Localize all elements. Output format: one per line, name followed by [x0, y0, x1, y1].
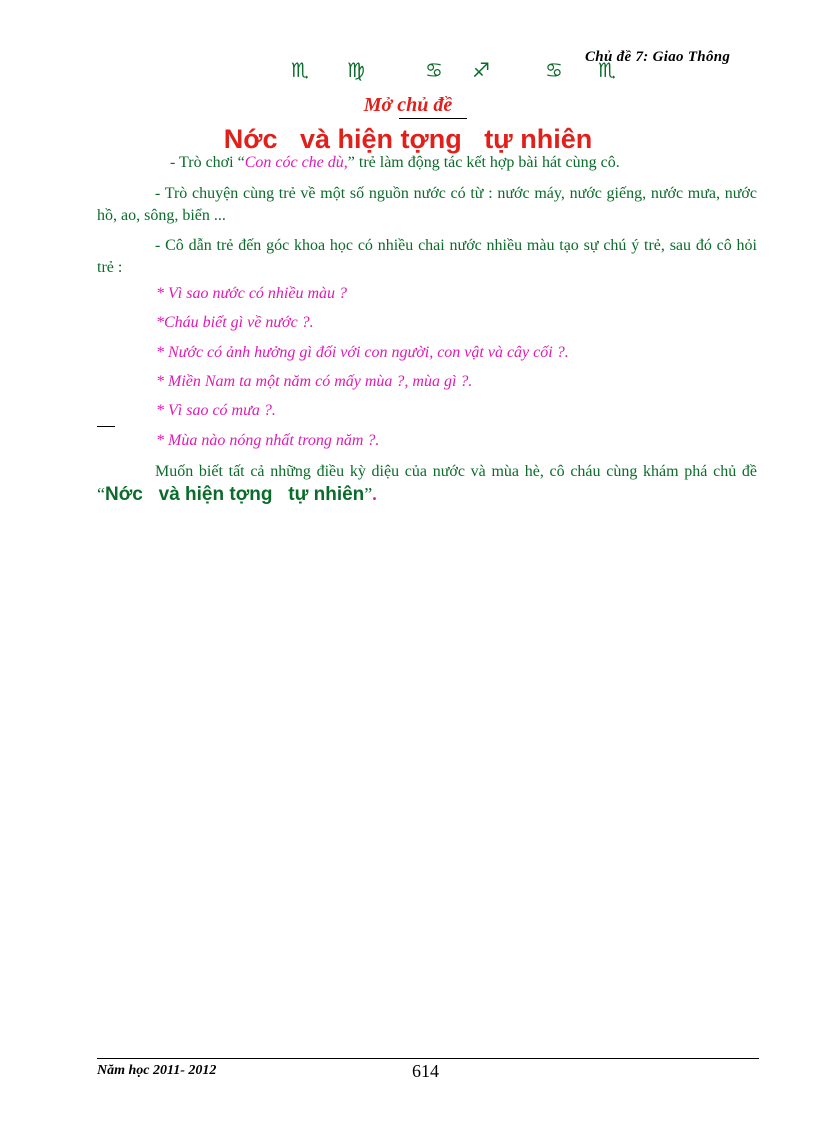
open-quote: “ — [97, 484, 105, 504]
page-number: 614 — [412, 1061, 439, 1081]
page-title: Nớc và hiện tợng tự nhiên — [223, 124, 593, 154]
question-item: * Miền Nam ta một năm có mấy mùa ?, mùa gì ?. — [156, 373, 473, 390]
zodiac-symbol-row — [0, 58, 816, 88]
footer-rule — [97, 1058, 759, 1059]
question-item: * Mùa nào nóng nhất trong năm ?. — [156, 432, 380, 449]
song-title: Con cóc che dù, — [244, 154, 348, 171]
question-item: * Nước có ảnh hưởng gì đối với con người, con vật và cây cối ?. — [156, 344, 569, 361]
margin-dash — [97, 426, 115, 427]
section-title: Mở chủ đề — [363, 94, 453, 116]
conclusion-text: Muốn biết tất cả những điều kỳ diệu của nước và mùa hè, cô cháu cùng khám phá chủ đề — [155, 463, 757, 480]
conclusion-period: . — [372, 484, 377, 504]
paragraph-game-prefix: - Trò chơi “ — [170, 154, 245, 171]
section-title-underline — [399, 118, 467, 119]
question-item: * Vì sao nước có nhiều màu ? — [156, 285, 348, 302]
paragraph-game — [170, 152, 770, 174]
conclusion-topic-title: Nớc và hiện tợng tự nhiên — [105, 484, 365, 505]
paragraph-conclusion — [97, 461, 757, 507]
cancer-icon: ♋ — [425, 58, 443, 82]
paragraph-conversation: - Trò chuyện cùng trẻ về một số nguồn nước có từ : nước máy, nước giếng, nước mưa, nước hồ, ao, sông, biển ... — [97, 185, 757, 224]
sagittarius-icon: ♐ — [472, 58, 490, 82]
header-topic: Chủ đề 7: Giao Thông — [585, 49, 731, 65]
question-item: *Cháu biết gì về nước ?. — [156, 314, 314, 331]
paragraph-science-corner: - Cô dẫn trẻ đến góc khoa học có nhiều chai nước nhiều màu tạo sự chú ý trẻ, sau đó cô hỏi trẻ : — [97, 237, 757, 276]
virgo-icon: ♍ — [347, 58, 365, 82]
question-item: * Vì sao có mưa ?. — [156, 402, 276, 419]
footer-school-year: Năm học 2011- 2012 — [97, 1063, 217, 1078]
scorpio-icon: ♏ — [291, 58, 309, 82]
paragraph-game-suffix: ” trẻ làm động tác kết hợp bài hát cùng cô. — [347, 154, 620, 171]
scorpio-icon: ♏ — [598, 58, 616, 82]
close-quote: ” — [364, 484, 373, 504]
cancer-icon: ♋ — [545, 58, 563, 82]
